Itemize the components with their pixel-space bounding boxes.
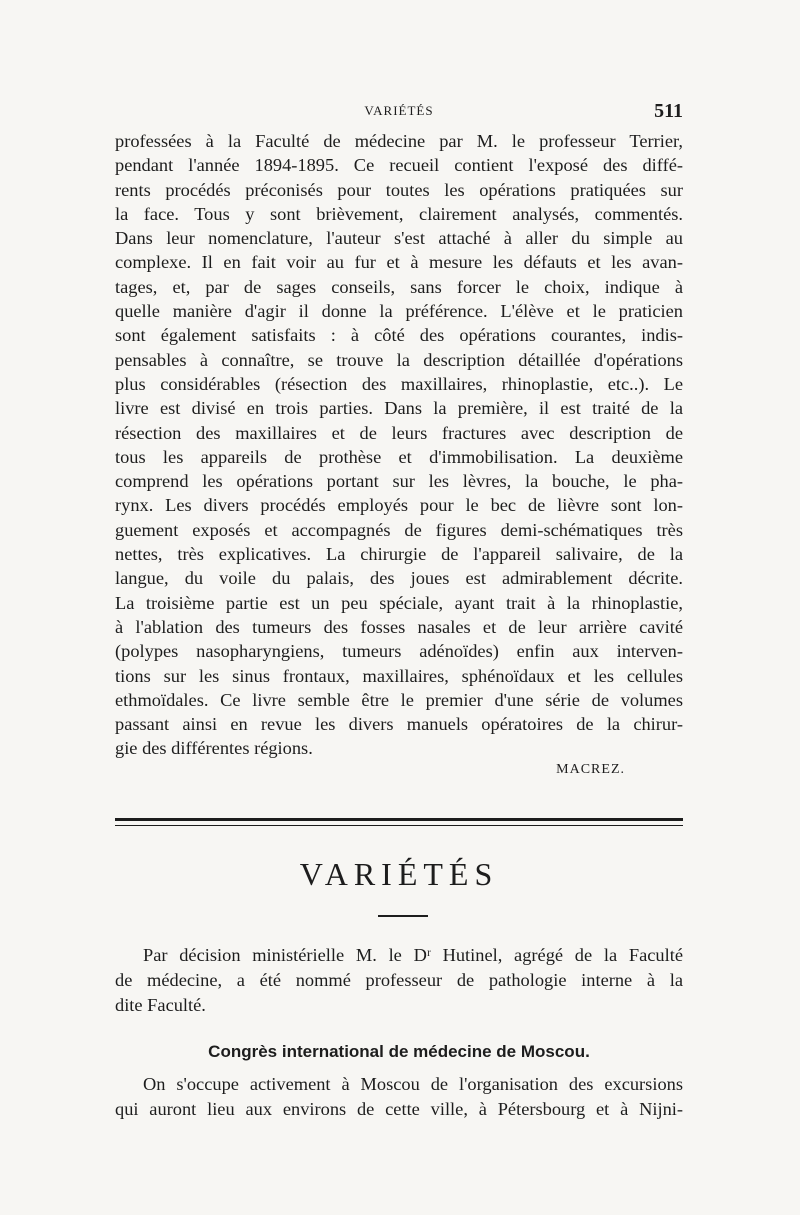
text-line: La troisième partie est un peu spéciale, ayant trait à la rhinoplastie, xyxy=(115,592,683,613)
text-line: passant ainsi en revue les divers manuels opératoires de la chirur- xyxy=(115,714,683,735)
text-line: pensables à connaître, se trouve la description détaillée d'opérations xyxy=(115,349,683,370)
text-line: rents procédés préconisés pour toutes les opérations pratiquées sur xyxy=(115,179,683,200)
text-line: (polypes nasopharyngiens, tumeurs adénoïdes) enfin aux interven- xyxy=(115,641,683,662)
text-line: Dans leur nomenclature, l'auteur s'est attaché à aller du simple au xyxy=(115,228,683,249)
text-line: tions sur les sinus frontaux, maxillaires, sphénoïdaux et les cellules xyxy=(115,665,683,686)
congress-heading: Congrès international de médecine de Moscou. xyxy=(208,1042,590,1061)
announcement-paragraph xyxy=(115,943,683,1018)
running-title: VARIÉTÉS xyxy=(364,103,434,118)
section-divider xyxy=(115,818,683,828)
text-line: livre est divisé en trois parties. Dans la première, il est traité de la xyxy=(115,398,683,419)
text-line: dite Faculté. xyxy=(115,995,206,1015)
section-title: VARIÉTÉS xyxy=(299,856,499,892)
text-line: Par décision ministérielle M. le Dʳ Hutinel, agrégé de la Faculté xyxy=(143,945,683,965)
text-line: résection des maxillaires et de leurs fractures avec description de xyxy=(115,422,683,443)
text-line: plus considérables (résection des maxillaires, rhinoplastie, etc..). Le xyxy=(115,373,683,394)
text-line: nettes, très explicatives. La chirurgie de l'appareil salivaire, de la xyxy=(115,544,683,565)
text-line: à l'ablation des tumeurs des fosses nasales et de leur arrière cavité xyxy=(115,616,683,637)
text-line: sont également satisfaits : à côté des opérations courantes, indis- xyxy=(115,325,683,346)
text-line: langue, du voile du palais, des joues est admirablement décrite. xyxy=(115,568,683,589)
text-line: professées à la Faculté de médecine par M. le professeur Terrier, xyxy=(115,131,683,151)
text-line: guement exposés et accompagnés de figures demi-schématiques très xyxy=(115,519,683,540)
page-header xyxy=(115,100,683,126)
text-line: comprend les opérations portant sur les lèvres, la bouche, le pha- xyxy=(115,471,683,492)
text-line: tages, et, par de sages conseils, sans forcer le choix, indique à xyxy=(115,276,683,297)
text-line: quelle manière d'agir il donne la préférence. L'élève et le praticien xyxy=(115,301,683,322)
divider-thin-rule xyxy=(115,825,683,826)
page-number: 511 xyxy=(654,100,683,122)
text-line: la face. Tous y sont brièvement, clairement analysés, commentés. xyxy=(115,203,683,224)
text-line: complexe. Il en fait voir au fur et à mesure les défauts et les avan- xyxy=(115,252,683,273)
title-underline-rule xyxy=(378,915,428,917)
text-line: gie des différentes régions. xyxy=(115,738,313,759)
divider-thick-rule xyxy=(115,818,683,821)
review-paragraph xyxy=(115,129,683,761)
text-line: tous les appareils de prothèse et d'immobilisation. La deuxième xyxy=(115,446,683,467)
text-line: ethmoïdales. Ce livre semble être le premier d'une série de volumes xyxy=(115,689,683,710)
text-line: rynx. Les divers procédés employés pour le bec de lièvre sont lon- xyxy=(115,495,683,516)
text-line: qui auront lieu aux environs de cette ville, à Pétersbourg et à Nijni- xyxy=(115,1099,683,1119)
author-signature: MACREZ. xyxy=(556,762,625,777)
congress-paragraph xyxy=(115,1072,683,1122)
text-line: On s'occupe activement à Moscou de l'organisation des excursions xyxy=(143,1074,683,1094)
text-line: pendant l'année 1894-1895. Ce recueil contient l'exposé des diffé- xyxy=(115,155,683,176)
text-line: de médecine, a été nommé professeur de pathologie interne à la xyxy=(115,970,683,990)
